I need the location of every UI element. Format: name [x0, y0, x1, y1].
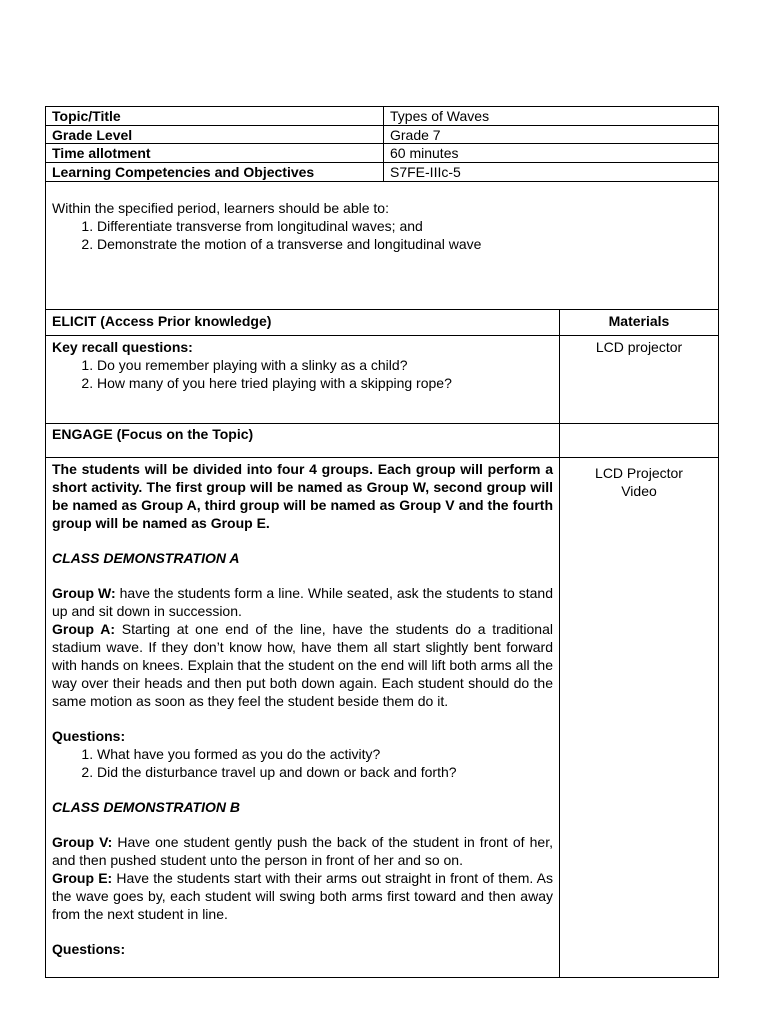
question-a-item: 2. Did the disturbance travel up and down or back and forth? [97, 763, 553, 781]
group-e-label: Group E: [52, 870, 113, 886]
engage-materials [559, 458, 718, 977]
group-w-text: have the students form a line. While seated, ask the students to stand up and sit down in succession. [52, 585, 553, 619]
questions-a-label: Questions: [52, 728, 126, 744]
engage-intro: The students will be divided into four 4 groups. Each group will perform a short activity. The first group will be named as Group W, second group will be named as Group A, third group will be named as Group V and the fourth group will be named as Group E. [52, 461, 553, 531]
competencies-row [46, 163, 718, 182]
topic-row [46, 107, 718, 126]
grade-label: Grade Level [52, 127, 133, 143]
competencies-label: Learning Competencies and Objectives [52, 164, 315, 180]
engage-content [46, 458, 559, 977]
material-video: Video [621, 483, 657, 499]
recall-question: 1. Do you remember playing with a slinky as a child? [97, 356, 553, 374]
material-lcd-projector: LCD Projector [595, 465, 683, 481]
group-e-text: Have the students start with their arms out straight in front of them. As the wave goes by, each student will swing both arms first toward and then away from the next student in line. [52, 870, 554, 922]
time-value: 60 minutes [383, 144, 718, 162]
recall-question: 2. How many of you here tried playing with a skipping rope? [97, 374, 553, 392]
engage-materials-blank [559, 424, 718, 457]
elicit-content-row [46, 336, 718, 424]
demo-a-title: CLASS DEMONSTRATION A [52, 550, 240, 566]
recall-questions-list [52, 356, 553, 392]
materials-heading: Materials [559, 310, 718, 335]
group-a-text: Starting at one end of the line, have the students do a traditional stadium wave. If they don’t know how, have them all start slightly bent forward with hands on knees. Explain that the student on the end will lift both arms all the way over their heads and then put both down again. Each student should do the same motion as soon as they feel the student beside them do it. [52, 621, 553, 709]
grade-value: Grade 7 [383, 126, 718, 143]
objectives-intro: Within the specified period, learners should be able to: [52, 200, 389, 216]
elicit-heading: ELICIT (Access Prior knowledge) [52, 313, 272, 329]
group-w-label: Group W: [52, 585, 116, 601]
engage-heading-row [46, 424, 718, 458]
group-e-paragraph [52, 869, 553, 923]
time-row [46, 144, 718, 163]
engage-heading: ENGAGE (Focus on the Topic) [52, 426, 254, 442]
grade-row [46, 126, 718, 144]
engage-content-row [46, 458, 718, 977]
key-recall-label: Key recall questions: [52, 339, 193, 355]
questions-a-list [52, 745, 553, 781]
objectives-row [46, 182, 718, 310]
questions-b-label: Questions: [52, 941, 126, 957]
time-label: Time allotment [52, 145, 151, 161]
competencies-value: S7FE-IIIc-5 [383, 163, 718, 181]
topic-label: Topic/Title [52, 108, 121, 124]
question-a-item: 1. What have you formed as you do the activity? [97, 745, 553, 763]
topic-value: Types of Waves [383, 107, 718, 125]
group-v-text: Have one student gently push the back of the student in front of her, and then pushed student unto the person in front of her and so on. [52, 834, 553, 868]
objective-item: 1. Differentiate transverse from longitudinal waves; and [97, 217, 712, 235]
objectives-cell [46, 182, 718, 309]
objective-item: 2. Demonstrate the motion of a transverse and longitudinal wave [97, 235, 712, 253]
group-w-paragraph [52, 584, 553, 620]
elicit-content [46, 336, 559, 423]
group-a-label: Group A: [52, 621, 115, 637]
demo-b-title: CLASS DEMONSTRATION B [52, 799, 240, 815]
lesson-plan-table [45, 106, 719, 978]
elicit-heading-row [46, 310, 718, 336]
group-a-paragraph [52, 620, 553, 710]
elicit-materials: LCD projector [559, 336, 718, 423]
group-v-paragraph [52, 833, 553, 869]
group-v-label: Group V: [52, 834, 113, 850]
objectives-list [52, 217, 712, 253]
